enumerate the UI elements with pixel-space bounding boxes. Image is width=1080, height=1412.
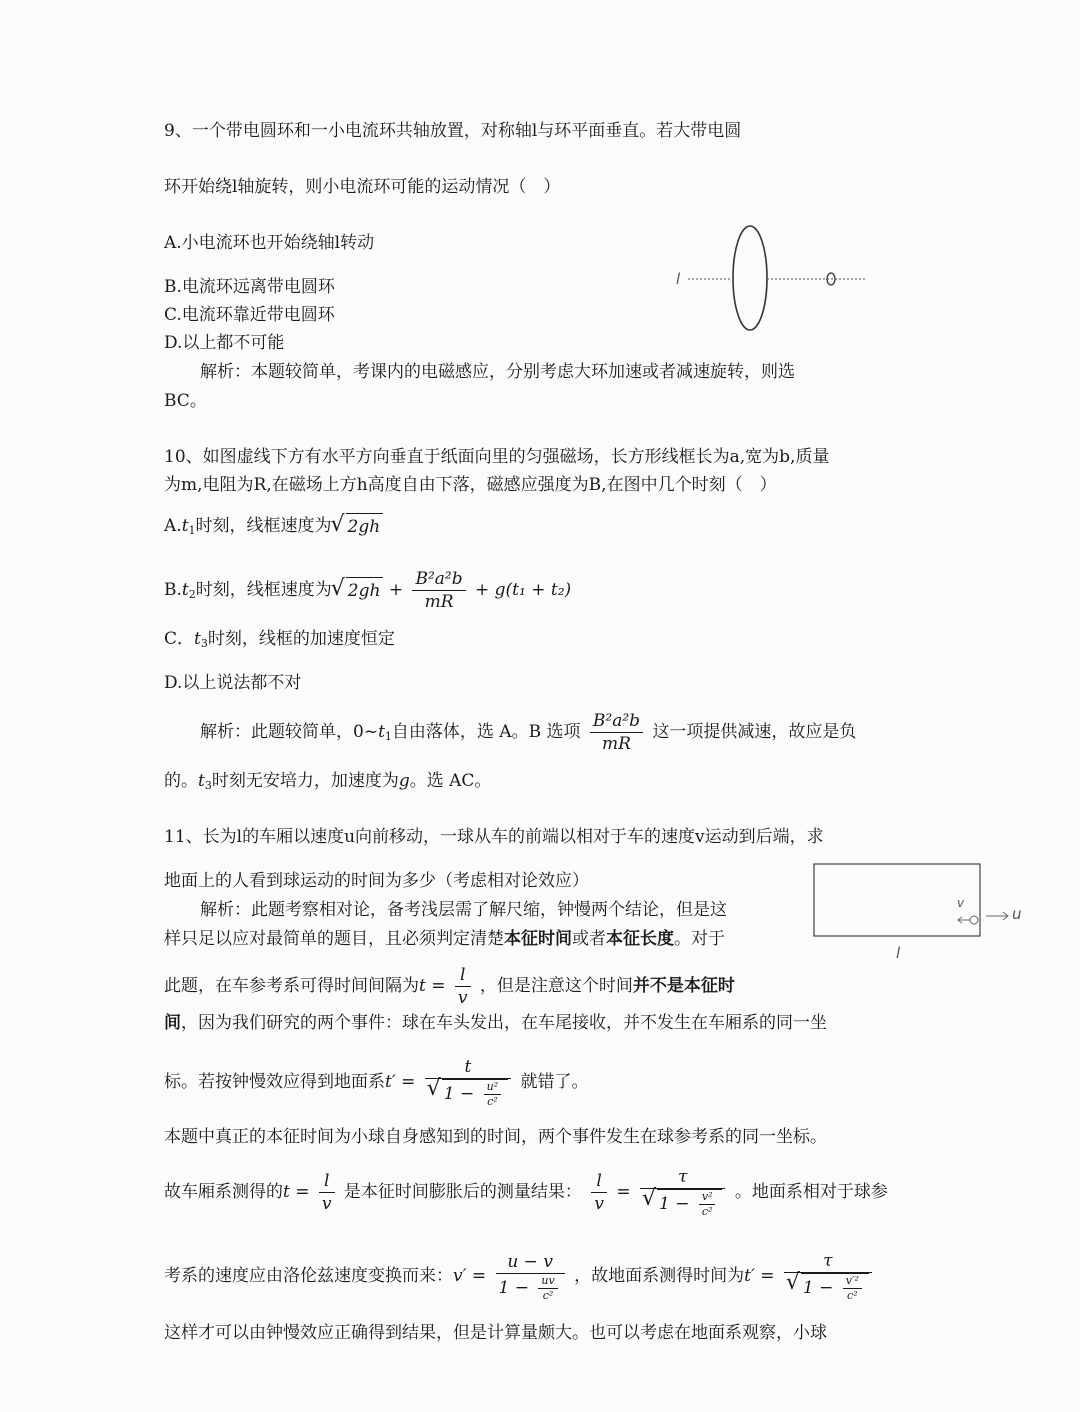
q11-explanation-line1: 解析：此题考察相对论，备考浅层需了解尺缩，钟慢两个结论，但是这 <box>200 900 727 920</box>
q11-explanation-line5: 标。若按钟慢效应得到地面系t′ = t √ 1 − $\frac{\text{u²}}{\text{c²}}$ 就错了。 <box>164 1056 589 1109</box>
q11-stem-line1: 11、长为l的车厢以速度u向前移动，一球从车的前端以相对于车的速度v运动到后端，求 <box>164 827 824 847</box>
big-charged-ring <box>733 226 767 330</box>
q10-explanation-line2: 的。$t_3$时刻无安培力，加速度为g。选 AC。 <box>164 771 492 792</box>
sqrt-2gh: √ 2gh <box>346 513 384 540</box>
q9-axis-label: l <box>676 270 681 288</box>
q10-option-d: D.以上说法都不对 <box>164 673 302 693</box>
q9-ring-figure <box>670 220 870 335</box>
ball <box>970 916 978 924</box>
q11-explanation-line9: 这样才可以由钟慢效应正确得到结果，但是计算量颇大。也可以考虑在地面系观察，小球 <box>164 1323 827 1343</box>
q11-stem-line2: 地面上的人看到球运动的时间为多少（考虑相对论效应） <box>164 871 589 891</box>
q10-option-b: $B.t_2$时刻，线框速度为√ 2gh + $\frac{\text{B²a²b}}{mR}$ + g(t₁ + t₂) <box>164 568 571 613</box>
q9-explanation-line1: 解析：本题较简单，考课内的电磁感应，分别考虑大环加速或者减速旋转，则选 <box>200 362 795 382</box>
q9-stem-line2: 环开始绕l轴旋转，则小电流环可能的运动情况（ ） <box>164 177 561 197</box>
q9-explanation-line2: BC。 <box>164 391 207 411</box>
q10-explanation-line1: 解析：此题较简单，$0\sim t_1$自由落体，选 A。B 选项 $\frac{\text{B²a²b}}{mR}$ 这一项提供减速，故应是负 <box>200 711 857 754</box>
q10-stem-line2: 为m,电阻为R,在磁场上方h高度自由下落，磁感应强度为B,在图中几个时刻（ ） <box>164 475 777 495</box>
q9-option-c: C.电流环靠近带电圆环 <box>164 305 335 325</box>
q11-explanation-line6: 本题中真正的本征时间为小球自身感知到的时间，两个事件发生在球参考系的同一坐标。 <box>164 1127 827 1147</box>
sqrt-2gh: √ 2gh <box>346 577 384 604</box>
q11-explanation-line3: 此题，在车参考系可得时间间隔为t = $\frac{l}{v}$ ，但是注意这个时间并不是本征时 <box>164 965 735 1008</box>
q9-option-d: D.以上都不可能 <box>164 333 285 353</box>
q11-fig-v-label: v <box>957 896 965 910</box>
q11-fig-u-label: u <box>1012 905 1022 923</box>
fraction-b2a2b-mr: $\frac{\text{B²a²b}}{mR}$ <box>412 568 465 613</box>
q11-explanation-line8: 考系的速度应由洛伦兹速度变换而来：v′ = u − v 1 − $\frac{uv}{\text{c²}}$ ，故地面系测得时间为t′ = τ √ 1 − $\frac{\text{v′²}}{\text{c²}}$ <box>164 1250 876 1303</box>
q11-explanation-line2: 样只足以应对最简单的题目，且必须判定清楚本征时间或者本征长度。对于 <box>164 929 725 949</box>
q10-option-a: $A.t_1$时刻，线框速度为√ 2gh <box>164 513 383 544</box>
q9-option-b: B.电流环远离带电圆环 <box>164 277 335 297</box>
q11-explanation-line7: 故车厢系测得的t = $\frac{l}{v}$ 是本征时间膨胀后的测量结果： $\frac{l}{v}$ = τ √ 1 − $\frac{\text{v²}}{\text{c²}}$ 。地面系相对于球参 <box>164 1166 888 1219</box>
carriage-rect <box>814 864 980 936</box>
q9-stem-line1: 9、一个带电圆环和一小电流环共轴放置，对称轴l与环平面垂直。若大带电圆 <box>164 121 742 141</box>
q11-explanation-line4: 间，因为我们研究的两个事件：球在车头发出，在车尾接收，并不发生在车厢系的同一坐 <box>164 1013 827 1033</box>
q11-fig-l-label: l <box>896 944 901 962</box>
q10-stem-line1: 10、如图虚线下方有水平方向垂直于纸面向里的匀强磁场，长方形线框长为a,宽为b,质量 <box>164 447 830 467</box>
q9-option-a: A.小电流环也开始绕轴l转动 <box>164 233 375 253</box>
q10-option-c: C．$t_3$时刻，线框的加速度恒定 <box>164 629 395 650</box>
fraction-b2a2b-mr: $\frac{\text{B²a²b}}{mR}$ <box>590 710 643 755</box>
